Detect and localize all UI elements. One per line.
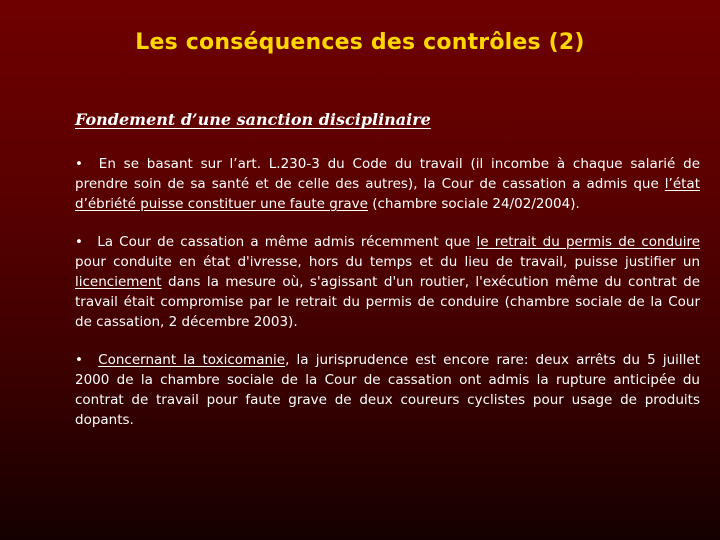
bullet-list — [75, 154, 700, 448]
bullet-marker: • — [75, 352, 83, 368]
bullet-item — [75, 154, 700, 214]
bullet-text: dans la mesure où, s'agissant d'un routier, l'exécution même du contrat de travail était compromise par le retrait du permis de conduire (chambre sociale de la Cour de cassation, 2 décembre 2003). — [75, 274, 700, 330]
bullet-text: , la jurisprudence est encore rare: deux arrêts du 5 juillet 2000 de la chambre sociale de la Cour de cassation ont admis la rupture anticipée du contrat de travail pour faute grave de deux coureurs cyclistes pour usage de produits dopants. — [75, 352, 700, 428]
bullet-text: En se basant sur l’art. L.230-3 du Code du travail (il incombe à chaque salarié de prendre soin de sa santé et de celle des autres), la Cour de cassation a admis que — [75, 156, 700, 192]
bullet-text: pour conduite en état d'ivresse, hors du temps et du lieu de travail, puisse justifier un — [75, 254, 700, 270]
bullet-marker: • — [75, 234, 83, 250]
bullet-marker: • — [75, 156, 83, 172]
bullet-item — [75, 232, 700, 332]
bullet-underlined-text: le retrait du permis de conduire — [476, 234, 701, 250]
bullet-underlined-text: l’état d’ébriété puisse constituer une faute grave — [75, 176, 700, 212]
bullet-underlined-text: Concernant la toxicomanie — [98, 352, 286, 368]
bullet-item — [75, 350, 700, 430]
bullet-text: (chambre sociale 24/02/2004). — [367, 196, 580, 212]
section-subtitle: Fondement d’une sanction disciplinaire — [75, 110, 431, 129]
slide-title: Les conséquences des contrôles (2) — [135, 30, 585, 55]
bullet-underlined-text: licenciement — [75, 274, 162, 290]
bullet-text: La Cour de cassation a même admis récemment que — [91, 234, 477, 250]
